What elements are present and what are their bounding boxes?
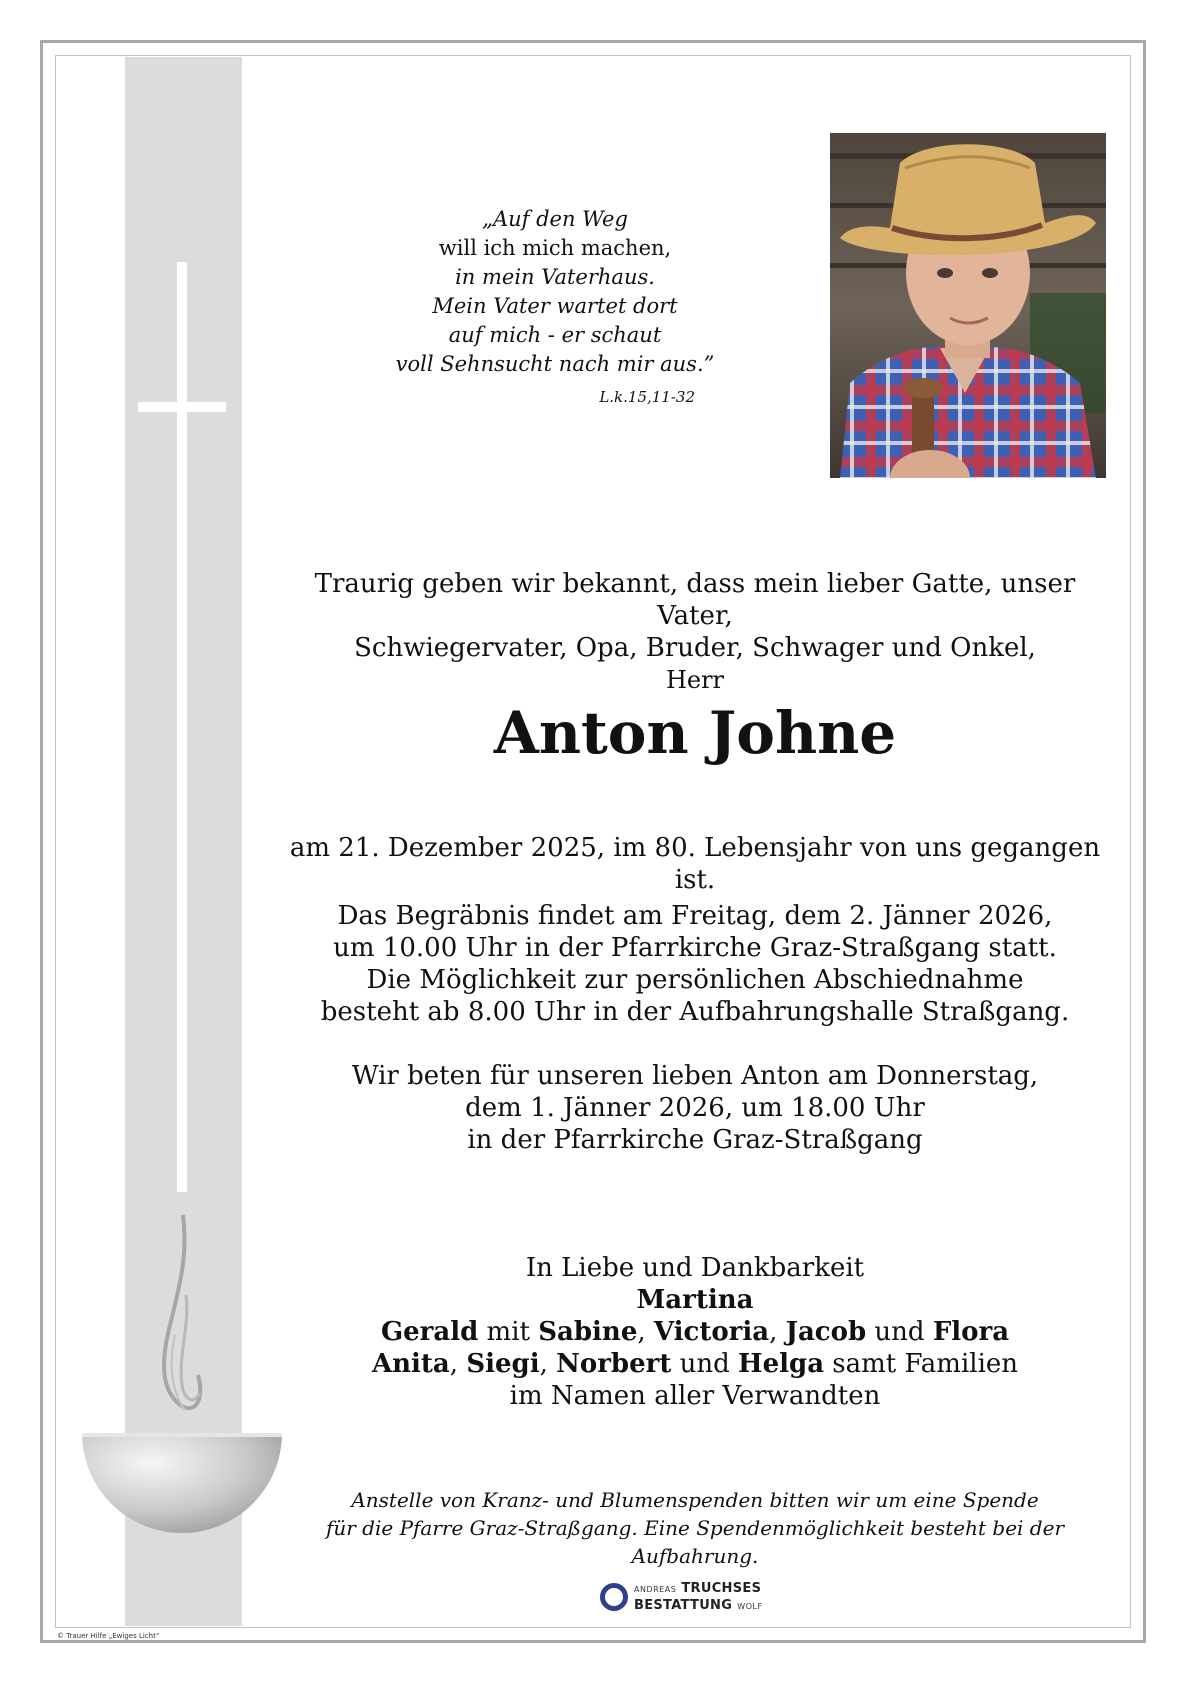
mourner-name: Helga <box>738 1349 825 1379</box>
prayer-details <box>280 1060 1110 1156</box>
mourner-name: Anita <box>371 1349 450 1379</box>
donation-note <box>280 1486 1110 1570</box>
quote-line: Mein Vater wartet dort <box>432 294 678 318</box>
funeral-line: Die Möglichkeit zur persönlichen Abschiednahme <box>366 965 1024 995</box>
mourner-sep: , <box>637 1317 654 1347</box>
announcement-intro <box>280 568 1110 664</box>
bible-quote <box>365 205 745 406</box>
funeral-details <box>280 900 1110 1028</box>
mourner-name: Gerald <box>380 1317 479 1347</box>
quote-line: in mein Vaterhaus. <box>455 265 655 289</box>
copyright-note: © Trauer Hilfe „Ewiges Licht“ <box>57 1632 160 1640</box>
logo-ring-icon <box>600 1583 628 1611</box>
mourner-sep: , <box>769 1317 786 1347</box>
prayer-line: Wir beten für unseren lieben Anton am Donnerstag, <box>351 1061 1039 1091</box>
funeral-line: Das Begräbnis findet am Freitag, dem 2. Jänner 2026, <box>337 901 1053 931</box>
funeral-line: besteht ab 8.00 Uhr in der Aufbahrungshalle Straßgang. <box>320 997 1070 1027</box>
mourner-sep: und <box>866 1317 933 1347</box>
mourners-list <box>280 1252 1110 1412</box>
funeral-home-logo <box>600 1580 763 1614</box>
mourner-sep: , <box>449 1349 467 1379</box>
mourner-sep: , <box>539 1349 557 1379</box>
mourner-name: Siegi <box>466 1349 540 1379</box>
mourners-line <box>280 1316 1110 1348</box>
quote-line: auf mich - er schaut <box>448 323 662 347</box>
logo-big-text: BESTATTUNG <box>634 1598 733 1613</box>
logo-small-text: WOLF <box>737 1602 763 1611</box>
quote-line: will ich mich machen, <box>438 236 672 260</box>
mourners-heading: In Liebe und Dankbarkeit <box>525 1253 865 1283</box>
mourner-name: Jacob <box>785 1317 867 1347</box>
prayer-line: dem 1. Jänner 2026, um 18.00 Uhr <box>465 1093 925 1123</box>
mourners-closing: im Namen aller Verwandten <box>509 1381 881 1411</box>
deceased-name: Anton Johne <box>493 699 897 767</box>
mourner-name: Flora <box>932 1317 1010 1347</box>
quote-line: „Auf den Weg <box>482 207 628 231</box>
donation-line: für die Pfarre Graz-Straßgang. Eine Spendenmöglichkeit besteht bei der Aufbahrung. <box>325 1516 1065 1568</box>
intro-line: Traurig geben wir bekannt, dass mein lieber Gatte, unser Vater, <box>314 569 1076 631</box>
mourner-sep: samt Familien <box>824 1349 1019 1379</box>
funeral-line: um 10.00 Uhr in der Pfarrkirche Graz-Straßgang statt. <box>333 933 1057 963</box>
mourner-name: Victoria <box>653 1317 770 1347</box>
mourner-sep: und <box>671 1349 739 1379</box>
logo-big-text: TRUCHSES <box>681 1581 762 1596</box>
flame-icon <box>150 1215 220 1435</box>
mourner-name: Norbert <box>556 1349 672 1379</box>
cross-icon <box>138 262 226 1192</box>
mourner-name: Martina <box>636 1285 754 1315</box>
logo-small-text: ANDREAS <box>634 1585 677 1594</box>
portrait-photo <box>830 133 1106 478</box>
mourner-sep: mit <box>478 1317 539 1347</box>
quote-line: voll Sehnsucht nach mir aus.” <box>395 352 715 376</box>
mourners-line <box>280 1348 1110 1380</box>
bowl-icon <box>82 1433 282 1533</box>
donation-line: Anstelle von Kranz- und Blumenspenden bitten wir um eine Spende <box>351 1488 1039 1512</box>
quote-source: L.k.15,11-32 <box>599 388 695 406</box>
death-date-line: am 21. Dezember 2025, im 80. Lebensjahr von uns gegangen ist. <box>289 833 1101 895</box>
prayer-line: in der Pfarrkirche Graz-Straßgang <box>467 1125 923 1155</box>
salutation: Herr <box>665 666 725 694</box>
intro-line: Schwiegervater, Opa, Bruder, Schwager und Onkel, <box>354 633 1036 663</box>
mourner-name: Sabine <box>538 1317 638 1347</box>
